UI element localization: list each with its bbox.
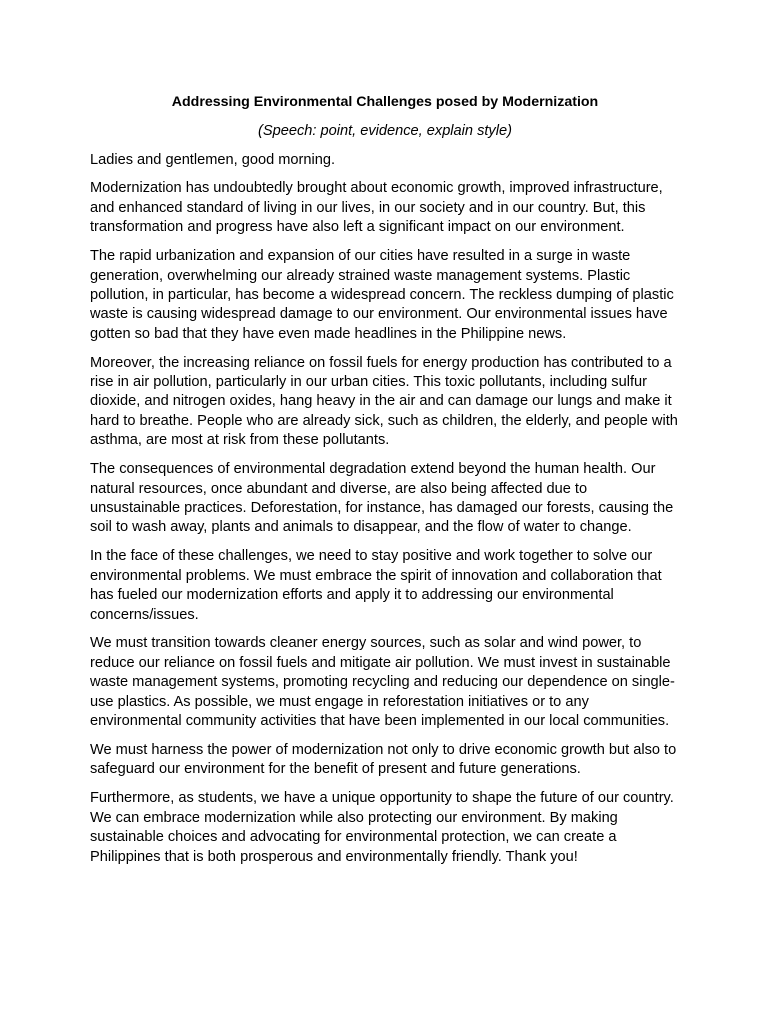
paragraph-greeting: Ladies and gentlemen, good morning. bbox=[90, 151, 336, 168]
paragraph-clean-energy: We must transition towards cleaner energy sources, such as solar and wind power, to reduce our reliance on fossil fuels and mitigate air pollution. We must invest in sustainable waste management systems, promoting recycling and reducing our dependence on single-use plastics. As possible, we must engage in reforestation initiatives or to any environmental community activities that have been implemented in our local communities. bbox=[90, 635, 675, 730]
paragraph-harness-modernization: We must harness the power of modernization not only to drive economic growth but also to safeguard our environment for the benefit of present and future generations. bbox=[90, 741, 677, 778]
document-title: Addressing Environmental Challenges posed by Modernization bbox=[171, 94, 599, 110]
paragraph-waste-pollution: The rapid urbanization and expansion of our cities have resulted in a surge in waste generation, overwhelming our already strained waste management systems. Plastic pollution, in particular, has become a widespread concern. The reckless dumping of plastic waste is causing widespread damage to our environment. Our environmental issues have gotten so bad that they have even made headlines in the Philippine news. bbox=[90, 248, 674, 342]
document-subtitle: (Speech: point, evidence, explain style) bbox=[258, 123, 512, 139]
paragraph-modernization-impact: Modernization has undoubtedly brought about economic growth, improved infrastructure, and enhanced standard of living in our lives, in our society and in our country. But, this transformation and progress have also left a significant impact on our environment. bbox=[90, 180, 663, 236]
document-body bbox=[90, 92, 680, 867]
paragraph-collaboration: In the face of these challenges, we need to stay positive and work together to solve our environmental problems. We must embrace the spirit of innovation and collaboration that has fueled our modernization efforts and apply it to addressing our environmental concerns/issues. bbox=[90, 548, 662, 623]
paragraph-conclusion: Furthermore, as students, we have a unique opportunity to shape the future of our country. We can embrace modernization while also protecting our environment. By making sustainable choices and advocating for environmental protection, we can create a Philippines that is both prosperous and environmentally friendly. Thank you! bbox=[90, 790, 674, 865]
paragraph-air-pollution: Moreover, the increasing reliance on fossil fuels for energy production has contributed to a rise in air pollution, particularly in our urban cities. This toxic pollutants, including sulfur dioxide, and nitrogen oxides, hang heavy in the air and can damage our lungs and make it hard to breathe. People who are already sick, such as children, the elderly, and people with asthma, are most at risk from these pollutants. bbox=[90, 354, 678, 449]
paragraph-degradation: The consequences of environmental degradation extend beyond the human health. Our natural resources, once abundant and diverse, are also being affected due to unsustainable practices. Deforestation, for instance, has damaged our forests, causing the soil to wash away, plants and animals to disappear, and the flow of water to change. bbox=[90, 461, 674, 536]
